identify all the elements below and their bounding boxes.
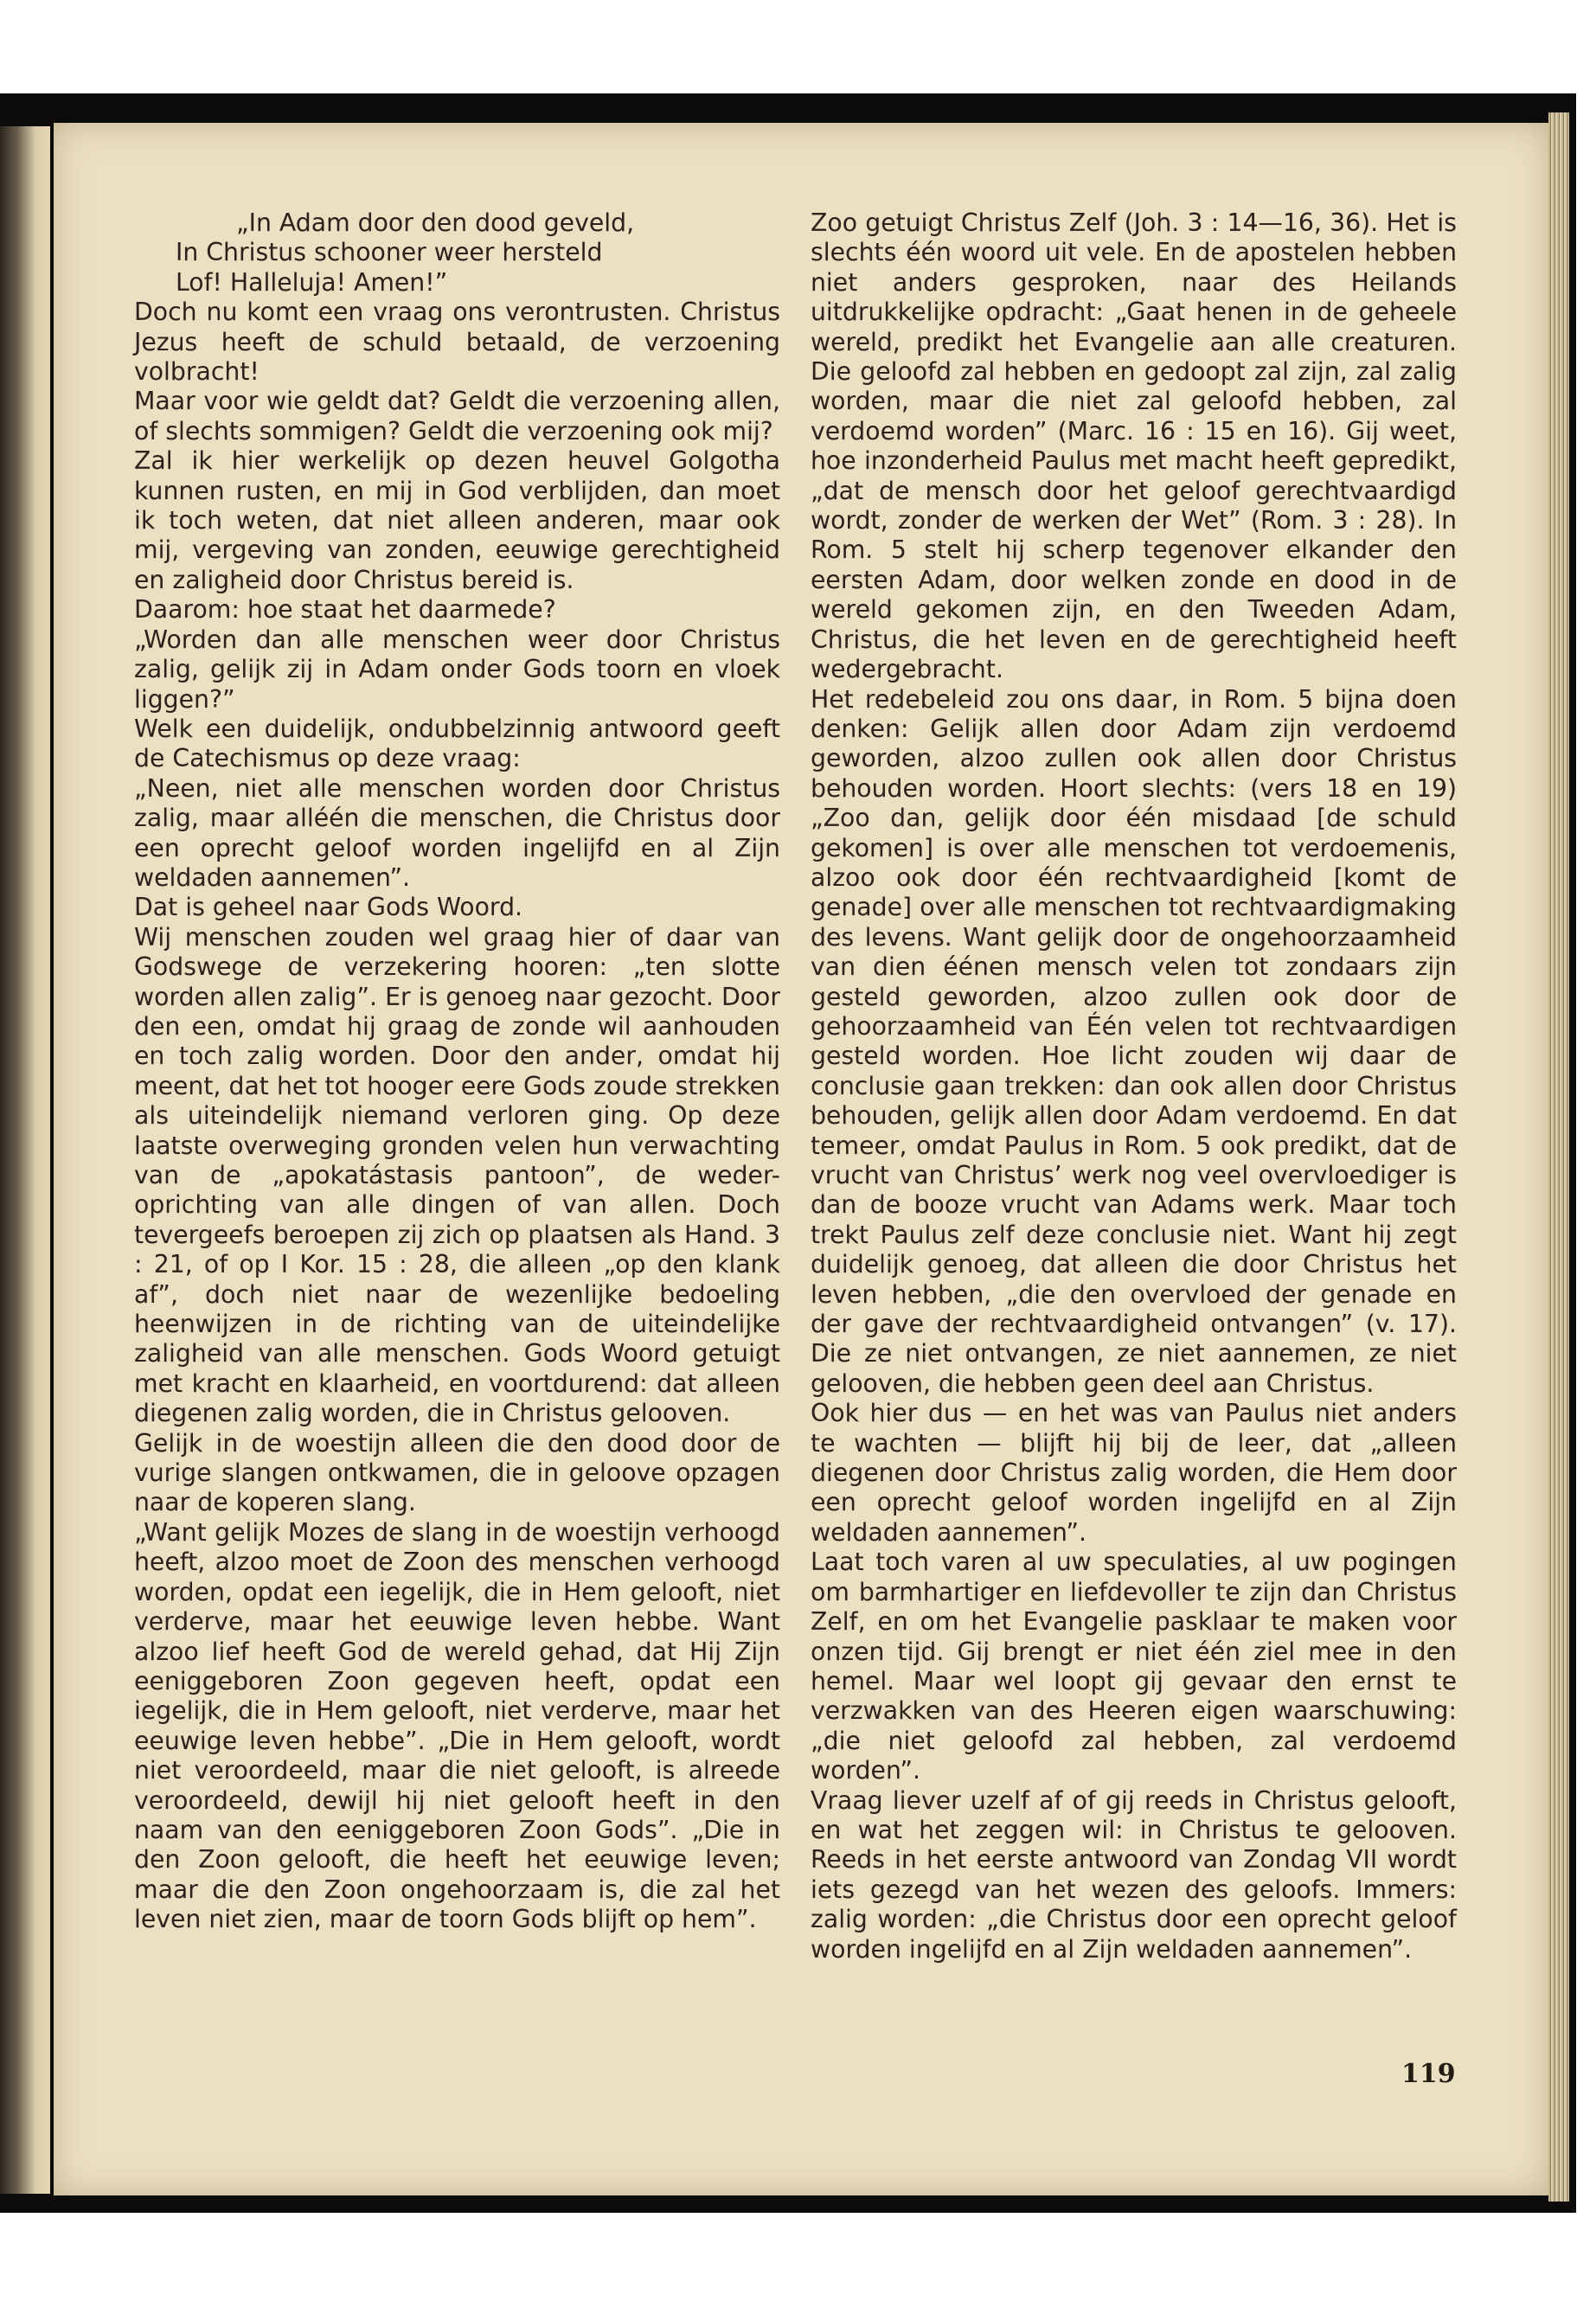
- poem: [134, 208, 780, 298]
- paragraph: Het redebeleid zou ons daar, in Rom. 5 bijna doen denken: Gelijk allen door Adam zijn verdoemd geworden, alzoo zullen ook allen door Christus behouden worden. Hoort slechts: (vers 18 en 19) „Zoo dan, gelijk door één misdaad [de schuld gekomen] is over alle menschen tot verdoemenis, alzoo ook door één rechtvaardigheid [komt de genade] over alle menschen tot rechtvaardigmaking des levens. Want gelijk door de ongehoorzaamheid van dien éénen mensch velen tot zondaars zijn gesteld geworden, alzoo zullen ook door de gehoorzaamheid van Één velen tot rechtvaardigen gesteld worden. Hoe licht zouden wij daar de conclusie gaan trekken: dan ook allen door Christus behouden, gelijk allen door Adam verdoemd. En dat temeer, omdat Paulus in Rom. 5 ook predikt, dat de vrucht van Christus’ werk nog veel overvloediger is dan de booze vrucht van Adams werk. Maar toch trekt Paulus zelf deze conclusie niet. Want hij zegt duidelijk genoeg, dat alleen die door Christus het leven hebben, „die den overvloed der genade en der gave der rechtvaardigheid ontvangen” (v. 17). Die ze niet ontvangen, ze niet aannemen, ze niet gelooven, die hebben geen deel aan Christus.: [811, 684, 1457, 1398]
- page-edges: [1548, 112, 1569, 2202]
- book-spine: [0, 126, 50, 2194]
- left-column: [134, 208, 780, 1935]
- paragraph: Zal ik hier werkelijk op dezen heuvel Golgotha kunnen rusten, en mij in God verblijden, dan moet ik toch weten, dat niet alleen anderen, maar ook mij, vergeving van zonden, eeuwige gerechtigheid en zaligheid door Christus bereid is.: [134, 446, 780, 594]
- poem-line: In Christus schooner weer hersteld: [176, 238, 603, 267]
- paragraph: Laat toch varen al uw speculaties, al uw pogingen om barmhartiger en liefdevoller te zijn dan Christus Zelf, en om het Evangelie pasklaar te maken voor onzen tijd. Gij brengt er niet één ziel mee in den hemel. Maar wel loopt gij gevaar den ernst te verzwakken van des Heeren eigen waarschuwing: „die niet geloofd zal hebben, zal verdoemd worden”.: [811, 1548, 1457, 1785]
- paragraph: Gelijk in de woestijn alleen die den dood door de vurige slangen ontkwamen, die in geloove opzagen naar de koperen slang.: [134, 1428, 780, 1517]
- poem-line: Lof! Halleluja! Amen!”: [176, 267, 448, 297]
- paragraph: Daarom: hoe staat het daarmede?: [134, 595, 556, 625]
- paragraph: Zoo getuigt Christus Zelf (Joh. 3 : 14—16, 36). Het is slechts één woord uit vele. En de apostelen hebben niet anders gesproken, naar des Heilands uitdrukkelijke opdracht: „Gaat henen in de geheele wereld, predikt het Evangelie aan alle creaturen. Die geloofd zal hebben en gedoopt zal zijn, zal zalig worden, maar die niet zal geloofd hebben, zal verdoemd worden” (Marc. 16 : 15 en 16). Gij weet, hoe inzonderheid Paulus met macht heeft gepredikt, „dat de mensch door het geloof gerechtvaardigd wordt, zonder de werken der Wet” (Rom. 3 : 28). In Rom. 5 stelt hij scherp tegenover elkander den eersten Adam, door welken zonde en dood in de wereld gekomen zijn, en den Tweeden Adam, Christus, die het leven en de gerechtigheid heeft wedergebracht.: [811, 208, 1457, 684]
- paragraph: Wij menschen zouden wel graag hier of daar van Godswege de verzekering hooren: „ten slotte worden allen zalig”. Er is genoeg naar gezocht. Door den een, omdat hij graag de zonde wil aanhouden en toch zalig worden. Door den ander, omdat hij meent, dat het tot hooger eere Gods zoude strekken als uiteindelijk niemand verloren ging. Op deze laatste overweging gronden velen hun verwachting van de „apokatástasis pantoon”, de weder-oprichting van alle dingen of van allen. Doch tevergeefs beroepen zij zich op plaatsen als Hand. 3 : 21, of op I Kor. 15 : 28, die alleen „op den klank af”, doch niet naar de wezenlijke bedoeling heenwijzen in de richting van de uiteindelijke zaligheid van alle menschen. Gods Woord getuigt met kracht en klaarheid, en voortdurend: dat alleen diegenen zalig worden, die in Christus gelooven.: [134, 922, 780, 1428]
- paragraph: „Worden dan alle menschen weer door Christus zalig, gelijk zij in Adam onder Gods toorn en vloek liggen?”: [134, 625, 780, 714]
- paragraph: Ook hier dus — en het was van Paulus niet anders te wachten — blijft hij bij de leer, dat „alleen diegenen door Christus zalig worden, die Hem door een oprecht geloof worden ingelijfd en al Zijn weldaden aannemen”.: [811, 1399, 1457, 1547]
- paragraph: Maar voor wie geldt dat? Geldt die verzoening allen, of slechts sommigen? Geldt die verzoening ook mij?: [134, 387, 780, 445]
- paragraph: Dat is geheel naar Gods Woord.: [134, 893, 523, 922]
- paragraph: Doch nu komt een vraag ons verontrusten. Christus Jezus heeft de schuld betaald, de verzoening volbracht!: [134, 298, 780, 387]
- right-column: [811, 208, 1457, 1965]
- paragraph: Welk een duidelijk, ondubbelzinnig antwoord geeft de Catechismus op deze vraag:: [134, 714, 780, 773]
- paragraph: Vraag liever uzelf af of gij reeds in Christus gelooft, en wat het zeggen wil: in Christus te gelooven. Reeds in het eerste antwoord van Zondag VII wordt iets gezegd van het wezen des geloofs. Immers: zalig worden: „die Christus door een oprecht geloof worden ingelijfd en al Zijn weldaden aannemen”.: [811, 1785, 1457, 1964]
- paragraph: „Neen, niet alle menschen worden door Christus zalig, maar alléén die menschen, die Christus door een oprecht geloof worden ingelijfd en al Zijn weldaden aannemen”.: [134, 773, 780, 892]
- poem-line: „In Adam door den dood geveld,: [236, 208, 635, 237]
- page-number: 119: [1401, 2059, 1456, 2089]
- paragraph: „Want gelijk Mozes de slang in de woestijn verhoogd heeft, alzoo moet de Zoon des menschen verhoogd worden, opdat een iegelijk, die in Hem gelooft, niet verderve, maar het eeuwige leven hebbe. Want alzoo lief heeft God de wereld gehad, dat Hij Zijn eeniggeboren Zoon gegeven heeft, opdat een iegelijk, die in Hem gelooft, niet verderve, maar het eeuwige leven hebbe”. „Die in Hem gelooft, wordt niet veroordeeld, maar die niet gelooft, is alreede veroordeeld, dewijl hij niet gelooft heeft in den naam van den eeniggeboren Zoon Gods”. „Die in den Zoon gelooft, die heeft het eeuwige leven; maar die den Zoon ongehoorzaam is, die zal het leven niet zien, maar de toorn Gods blijft op hem”.: [134, 1517, 780, 1934]
